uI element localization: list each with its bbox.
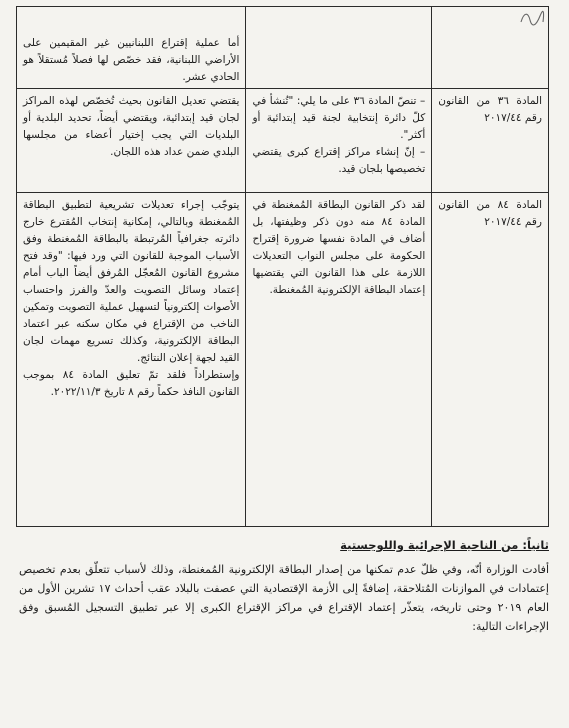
law-reference: المادة ٨٤ من القانون رقم ٢٠١٧/٤٤	[438, 199, 542, 228]
remarks-text: أما عملية إقتراع اللبنانيين غير المقيمين على الأراضي اللبنانية، فقد خصّص لها فصلاً مُستقلاً هو الحادي عشر.	[23, 37, 240, 83]
law-text-item: – إنّ إنشاء مراكز إقتراع كبرى يقتضي تخصيصها بلجان قيد.	[252, 146, 426, 175]
remarks-cell	[17, 89, 246, 193]
law-text-cell	[246, 89, 432, 193]
table-row	[17, 193, 549, 527]
table-row	[17, 7, 549, 89]
remarks-text: يقتضي تعديل القانون بحيث تُخصّص لهذه المراكز لجان قيد إبتدائية، ويقتضي أيضاً، تحديد البلدية أو البلديات التي يجب إختيار أعضاء من مجلسها البلدي ضمن عداد هذه اللجان.	[23, 95, 240, 158]
procedural-section	[19, 536, 549, 636]
section-heading: ثانياً: من الناحية الإجرائية واللوجستية	[340, 538, 549, 552]
table-row	[17, 89, 549, 193]
section-paragraph: أفادت الوزارة أنّه، وفي ظلّ عدم تمكنها من إصدار البطاقة الإلكترونية المُمغنطة، وذلك لأسباب تتعلّق بعدم تخصيص إعتمادات في الموازنات المُتلاحقة، إضافةً إلى الأزمة الإقتصادية التي عصفت بالبلاد عقب أحداث ١٧ تشرين الأول من العام ٢٠١٩ وحتى تاريخه، يتعذّر إعتماد الإقتراع في مراكز الإقتراع الكبرى إلا عبر تطبيق التسجيل المُسبق وفق الإجراءات التالية:	[19, 563, 550, 633]
remarks-paragraph: وإستطراداً فلقد تمّ تعليق المادة ٨٤ بموجب القانون النافذ حكماً رقم ٨ تاريخ ٢٠٢٢/١١/٣.	[23, 369, 240, 398]
law-reference-cell	[432, 193, 549, 527]
law-text-item: – تنصّ المادة ٣٦ على ما يلي: "تُنشأ في كلّ دائرة إنتخابية لجنة قيد إبتدائية أو أكثر".	[252, 95, 426, 141]
law-reference-cell	[432, 89, 549, 193]
legal-comparison-table	[16, 6, 549, 527]
law-reference-cell	[432, 7, 549, 89]
remarks-cell	[17, 193, 246, 527]
law-text-cell	[246, 193, 432, 527]
remarks-cell	[17, 7, 246, 89]
law-text-cell	[246, 7, 432, 89]
remarks-paragraph: يتوجّب إجراء تعديلات تشريعية لتطبيق البطاقة المُمغنطة وبالتالي، إمكانية إنتخاب المُقترع خارج دائرته جغرافياً المُرتبطة بالبطاقة المُمغنطة وفق الأسباب الموجبة للقانون التي ورد فيها: "وقد فتح مشروع القانون المُعجّل المُرفق أيضاً الباب أمام إعتماد وسائل التصويت والعدّ والفرز واحتساب الأصوات إلكترونياً لتسهيل عملية التصويت وتمكين الناخب من الإقتراع في مكان سكنه عبر اعتماد البطاقة الإلكترونية، وكذلك تسريع مهمات لجان القيد لجهة إعلان النتائج.	[23, 199, 240, 364]
law-text: لقد ذكر القانون البطاقة المُمغنطة في المادة ٨٤ منه دون ذكر وظيفتها، بل أضاف في المادة نفسها ضرورة إقتراح الحكومة على مجلس النواب التعديلات اللازمة على هذا القانون التي يقتضيها إعتماد البطاقة الإلكترونية المُمغنطة.	[252, 199, 426, 296]
law-reference: المادة ٣٦ من القانون رقم ٢٠١٧/٤٤	[438, 95, 542, 124]
